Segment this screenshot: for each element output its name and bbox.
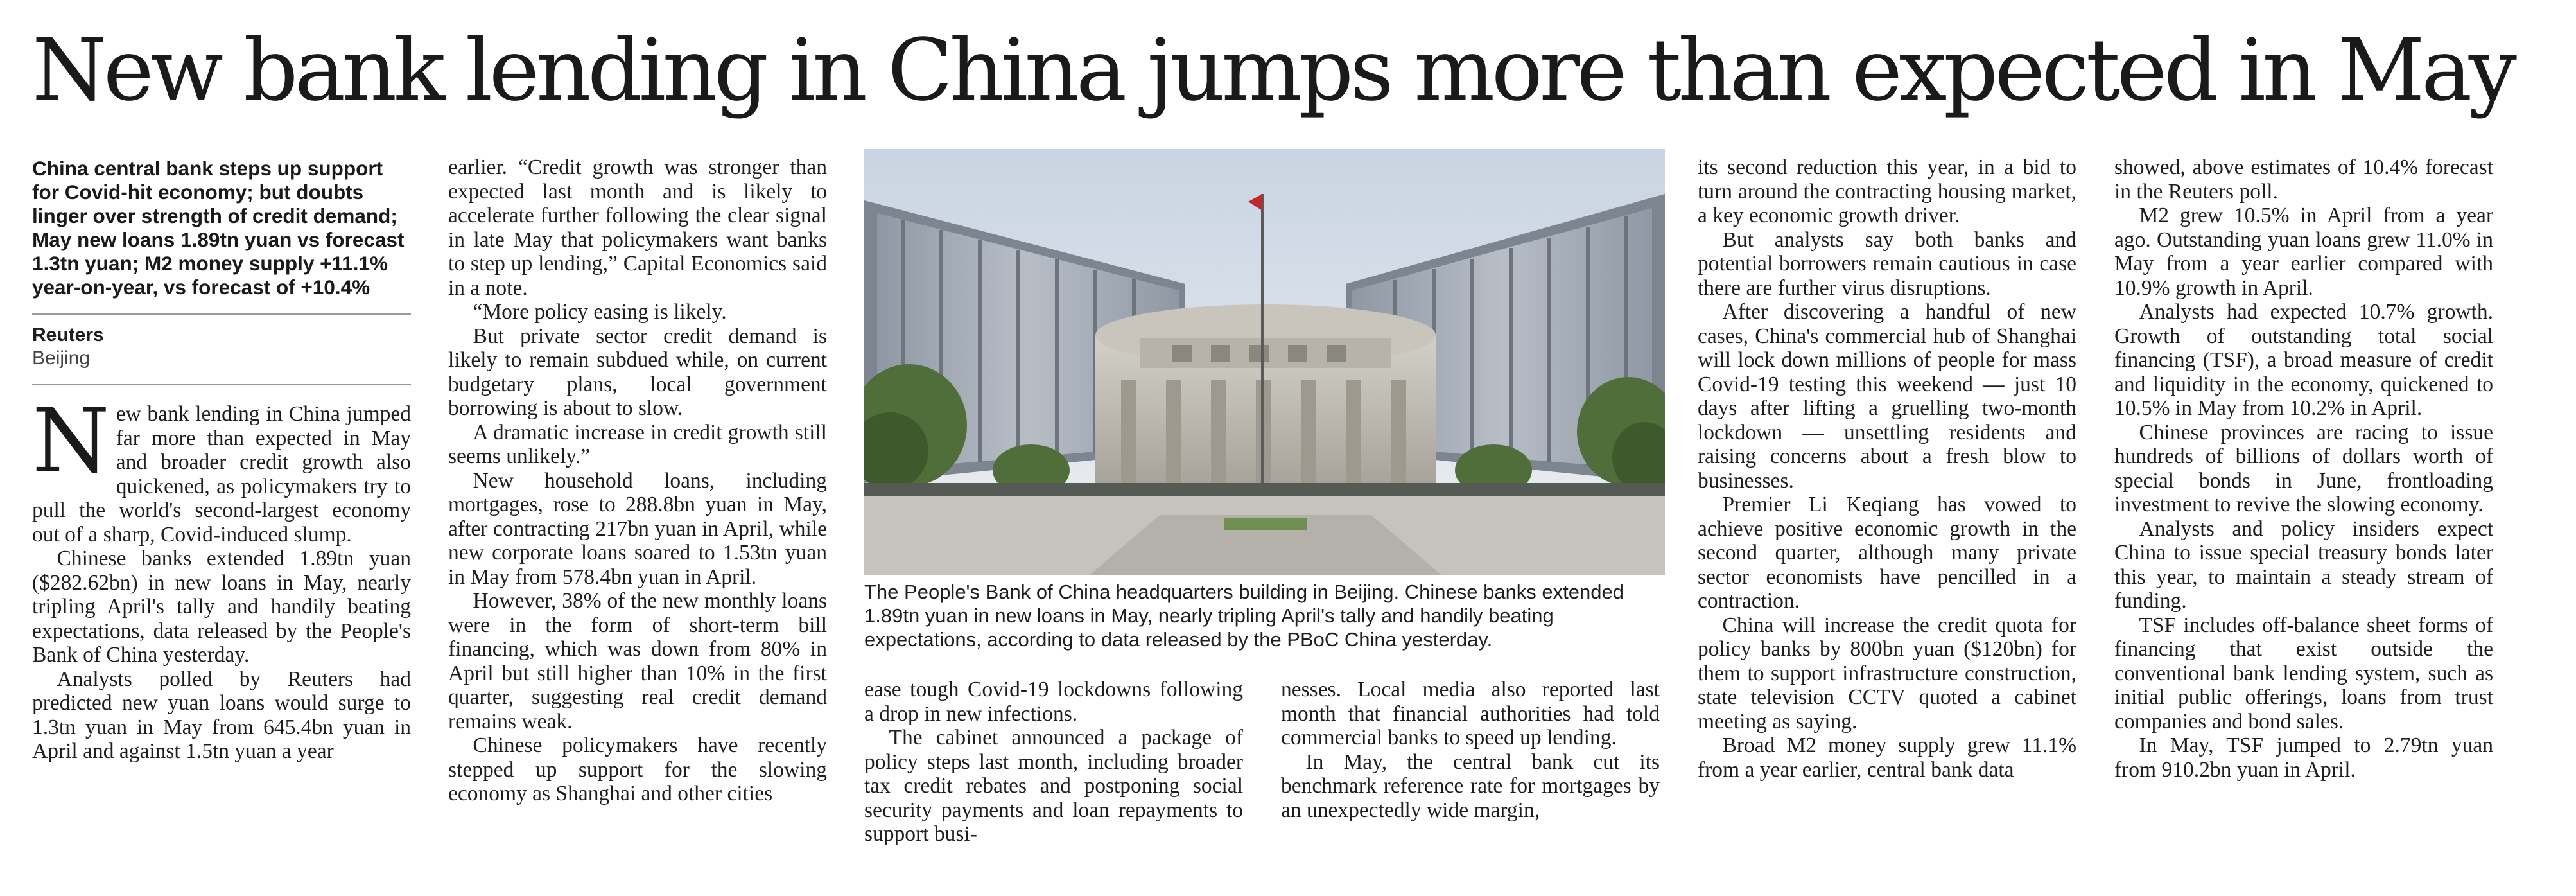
paragraph: But analysts say both banks and potential borrowers remain cautious in case there are further virus disruptions. [1698, 227, 2076, 300]
column-4 [1281, 678, 1660, 822]
column-2 [448, 155, 827, 806]
paragraph: Broad M2 money supply grew 11.1% from a year earlier, central bank data [1698, 733, 2076, 782]
paragraph: showed, above estimates of 10.4% forecast in the Reuters poll. [2114, 155, 2493, 204]
paragraph: In May, the central bank cut its benchmark reference rate for mortgages by an unexpectedly wide margin, [1281, 750, 1660, 822]
paragraph: Chinese policymakers have recently stepped up support for the slowing economy as Shanghai and other cities [448, 733, 827, 805]
paragraph: Chinese provinces are racing to issue hundreds of billions of dollars worth of special bonds in June, frontloading investment to revive the slowing economy. [2114, 420, 2493, 516]
paragraph: In May, TSF jumped to 2.79tn yuan from 910.2bn yuan in April. [2114, 733, 2493, 782]
paragraph: ease tough Covid-19 lockdowns following a drop in new infections. [864, 678, 1243, 726]
dateline: Beijing [32, 347, 91, 369]
paragraph: earlier. “Credit growth was stronger than expected last month and is likely to accelerate further following the clear signal in late May that policymakers want banks to step up lending,” Capital Economics said in a note. [448, 155, 827, 300]
divider [32, 313, 411, 315]
paragraph: Premier Li Keqiang has vowed to achieve positive economic growth in the second quarter, although many private sector economists have pencilled in a contraction. [1698, 493, 2076, 613]
paragraph: After discovering a handful of new cases, China's commercial hub of Shanghai will lock down millions of people for mass Covid-19 testing this weekend — just 10 days after lifting a gruelling two-month lockdown — unsettling residents and raising concerns about a fresh blow to businesses. [1698, 300, 2076, 493]
column-3 [864, 678, 1243, 847]
paragraph: its second reduction this year, in a bid to turn around the contracting housing market, a key economic growth driver. [1698, 155, 2076, 227]
column-6 [2114, 155, 2493, 782]
photo-caption: The People's Bank of China headquarters building in Beijing. Chinese banks extended 1.89tn yuan in new loans in May, nearly tripling April's tally and handily beating expectations, according to data released by the PBoC China yesterday. [864, 581, 1624, 651]
paragraph: “More policy easing is likely. [473, 300, 727, 324]
paragraph: Analysts polled by Reuters had predicted new yuan loans would surge to 1.3tn yuan in May from 645.4bn yuan in April and against 1.5tn yuan a year [32, 667, 411, 763]
divider [32, 384, 411, 385]
paragraph: TSF includes off-balance sheet forms of financing that exist outside the conventional bank lending system, such as initial public offerings, loans from trust companies and bond sales. [2114, 613, 2493, 733]
paragraph: Analysts and policy insiders expect China to issue special treasury bonds later this year, to maintain a steady stream of funding. [2114, 516, 2493, 613]
paragraph: China will increase the credit quota for policy banks by 800bn yuan ($120bn) for them to support infrastructure construction, state television CCTV quoted a cabinet meeting as saying. [1698, 613, 2076, 733]
paragraph: M2 grew 10.5% in April from a year ago. Outstanding yuan loans grew 11.0% in May from a year earlier compared with 10.9% growth in April. [2114, 204, 2493, 300]
standfirst: China central bank steps up support for Covid-hit economy; but doubts linger over strength of credit demand; May new loans 1.89tn yuan vs forecast 1.3tn yuan; M2 money supply +11.1% year-on-year, vs forecast of +10.4% [32, 157, 405, 299]
headline: New bank lending in China jumps more than expected in May [32, 21, 2514, 120]
paragraph: But private sector credit demand is likely to remain subdued while, on current budgetary plans, local government borrowing is about to slow. [448, 324, 827, 420]
drop-cap: N [32, 389, 110, 493]
pboc-headquarters-photo [864, 149, 1665, 575]
lead-text: ew bank lending in China jumped far more than expected in May and broader credit growth also quickened, as policymakers try to pull the world's second-largest economy out of a sharp, Covid-induced slump. [32, 402, 411, 547]
paragraph: New household loans, including mortgages, rose to 288.8bn yuan in May, after contracting 217bn yuan in April, while new corporate loans soared to 1.53tn yuan in May from 578.4bn yuan in April. [448, 468, 827, 589]
column-5 [1698, 155, 2076, 782]
byline: Reuters [32, 324, 104, 346]
column-1 [32, 155, 411, 764]
paragraph: Analysts had expected 10.7% growth. Growth of outstanding total social financing (TSF), a broad measure of credit and liquidity in the economy, quickened to 10.5% in May from 10.2% in April. [2114, 300, 2493, 420]
paragraph: However, 38% of the new monthly loans were in the form of short-term bill financing, which was down from 80% in April but still higher than 10% in the first quarter, suggesting real credit demand remains weak. [448, 589, 827, 733]
paragraph: The cabinet announced a package of policy steps last month, including broader tax credit rebates and postponing social security payments and loan repayments to support busi- [864, 726, 1243, 846]
paragraph: Chinese banks extended 1.89tn yuan ($282.62bn) in new loans in May, nearly tripling April's tally and handily beating expectations, data released by the People's Bank of China yesterday. [32, 547, 411, 667]
paragraph: A dramatic increase in credit growth still seems unlikely.” [448, 420, 827, 468]
lead-paragraph [32, 389, 411, 547]
paragraph: nesses. Local media also reported last month that financial authorities had told commercial banks to speed up lending. [1281, 678, 1660, 750]
building-illustration [864, 149, 1665, 575]
